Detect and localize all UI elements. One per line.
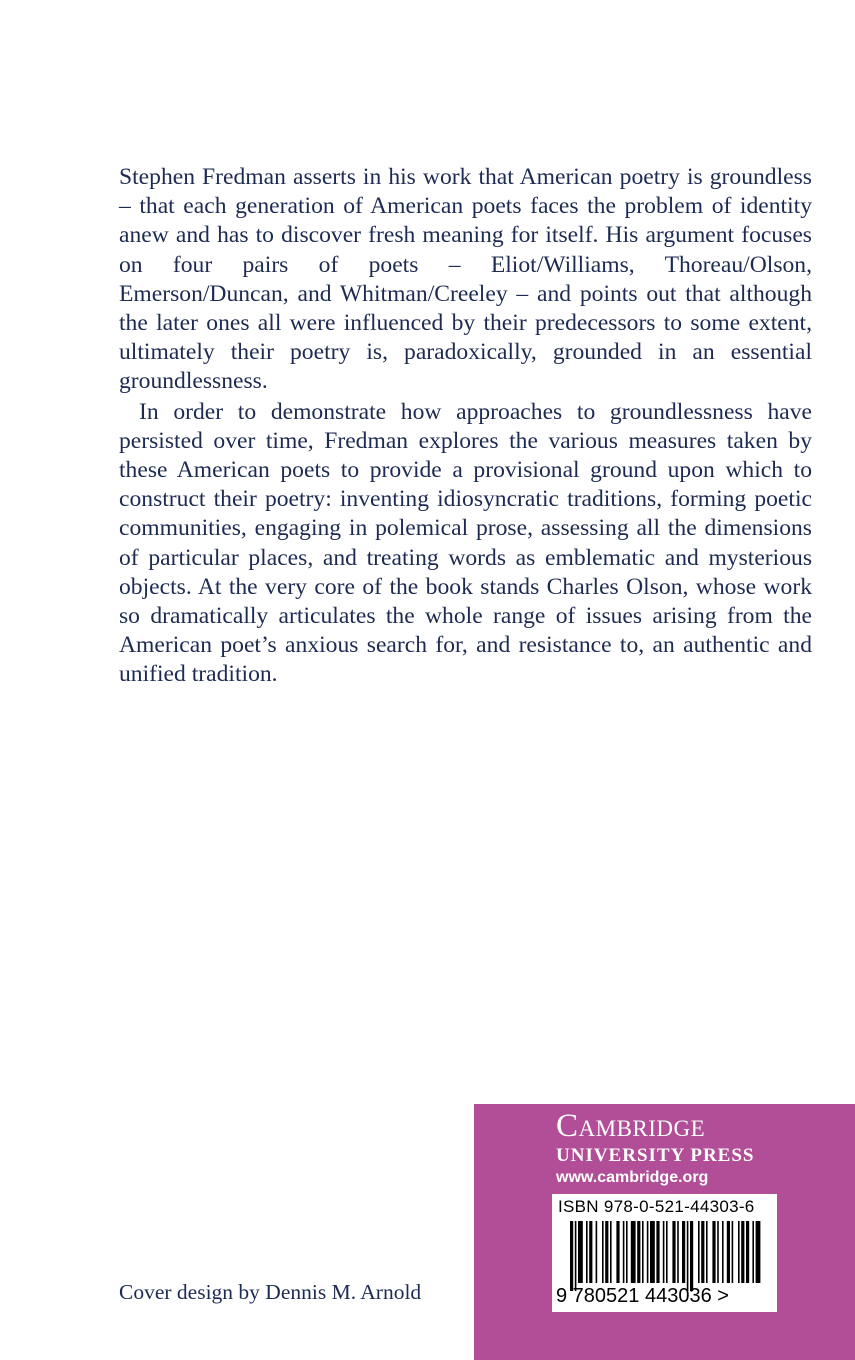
barcode-bar — [650, 1221, 655, 1283]
barcode-bar — [616, 1221, 619, 1283]
barcode-bar — [623, 1221, 625, 1283]
barcode-bar — [605, 1221, 608, 1283]
barcode-bar — [589, 1221, 592, 1283]
barcode-bar — [712, 1221, 715, 1283]
barcode-bar — [756, 1221, 761, 1283]
barcode-bar — [706, 1221, 708, 1283]
barcode-bar — [746, 1221, 749, 1283]
barcode-bar — [596, 1221, 598, 1283]
blurb-paragraph-2: In order to demonstrate how approaches to groundlessness have persisted over time, Fredman explores the various measures taken by these American poets to provide a provisional ground upon which to construct their poetry: inventing idiosyncratic traditions, forming poetic communities, engaging in polemical prose, assessing all the dimensions of particular places, and treating words as emblematic and mysterious objects. At the very core of the book stands Charles Olson, whose work so dramatically articulates the whole range of issues arising from the American poet’s anxious search for, and resistance to, an authentic and unified tradition. — [119, 398, 812, 688]
isbn-text: ISBN 978-0-521-44303-6 — [558, 1197, 755, 1216]
barcode-bar — [682, 1221, 685, 1283]
blurb-paragraph-1: Stephen Fredman asserts in his work that American poetry is groundless – that each generation of American poets faces the problem of identity anew and has to discover fresh meaning for itself. His argument focuses on four pairs of poets – Eliot/Williams, Thoreau/Olson, Emerson/Duncan, and Whitman/Creeley – and points out that although the later ones all were influenced by their predecessors to some extent, ultimately their poetry is, paradoxically, grounded in an essential groundlessness. — [119, 164, 812, 395]
barcode-bar — [738, 1221, 740, 1283]
publisher-name-text: Cambridge — [556, 1108, 706, 1144]
barcode-bar — [663, 1221, 665, 1283]
barcode-bar — [647, 1221, 649, 1283]
barcode-bar — [677, 1221, 679, 1283]
barcode-bar — [727, 1221, 730, 1283]
barcode-bar — [698, 1221, 700, 1283]
barcode-bar — [626, 1221, 628, 1283]
barcode-bar — [752, 1221, 754, 1283]
barcode-bar — [586, 1221, 588, 1283]
barcode-bar — [741, 1221, 744, 1283]
barcode-bar — [690, 1221, 693, 1291]
barcode-bar — [642, 1221, 644, 1283]
publisher-url: www.cambridge.org — [556, 1169, 709, 1186]
barcode-bar — [575, 1221, 577, 1291]
barcode-bar — [722, 1221, 724, 1283]
barcode-bar — [578, 1221, 583, 1283]
barcode-bar — [666, 1221, 668, 1283]
publisher-name — [556, 1107, 786, 1145]
barcode-bar — [701, 1221, 704, 1283]
barcode-bar — [687, 1221, 689, 1291]
barcode-bar — [637, 1221, 640, 1283]
barcode-bar — [732, 1221, 734, 1283]
barcode-bar — [656, 1221, 659, 1283]
publisher-press: UNIVERSITY PRESS — [556, 1145, 755, 1166]
cover-design-credit: Cover design by Dennis M. Arnold — [119, 1280, 422, 1304]
barcode-bar — [717, 1221, 719, 1283]
barcode-bar — [570, 1221, 573, 1291]
barcode-bar — [610, 1221, 612, 1283]
barcode-bar — [602, 1221, 604, 1283]
blurb-text — [119, 163, 812, 690]
barcode-bar — [672, 1221, 675, 1283]
barcode-bar — [631, 1221, 636, 1283]
barcode-digits: 9 780521 443036 > — [556, 1285, 729, 1307]
